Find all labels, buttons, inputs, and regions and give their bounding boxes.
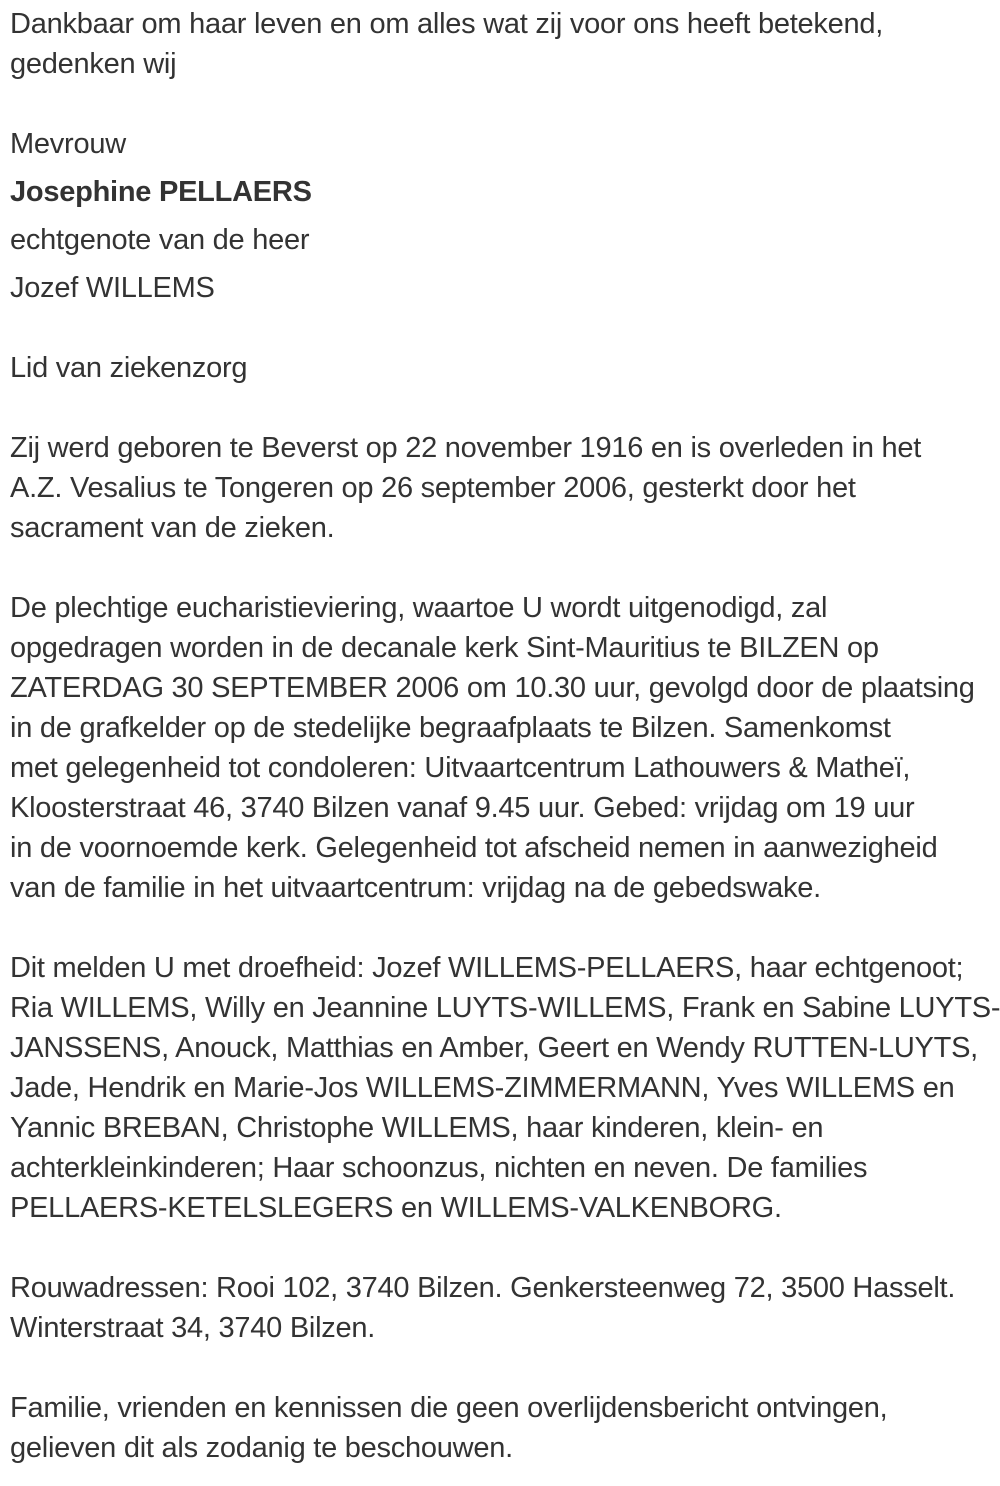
text-line: Yannic BREBAN, Christophe WILLEMS, haar kinderen, klein- en (10, 1112, 824, 1144)
text-line: Zij werd geboren te Beverst op 22 november 1916 en is overleden in het (10, 432, 922, 464)
intro-paragraph (10, 4, 1000, 84)
text-line: sacrament van de zieken. (10, 512, 335, 544)
text-line: De plechtige eucharistieviering, waartoe U wordt uitgenodigd, zal (10, 592, 828, 624)
deceased-name-block (10, 124, 1000, 308)
text-line: in de voornoemde kerk. Gelegenheid tot afscheid nemen in aanwezigheid (10, 832, 938, 864)
text-line: Dit melden U met droefheid: Jozef WILLEMS-PELLAERS, haar echtgenoot; (10, 952, 964, 984)
text-line: gelieven dit als zodanig te beschouwen. (10, 1432, 513, 1464)
text-line: Lid van ziekenzorg (10, 352, 248, 384)
spouse-name: Jozef WILLEMS (10, 272, 215, 304)
text-line: Kloosterstraat 46, 3740 Bilzen vanaf 9.45 uur. Gebed: vrijdag om 19 uur (10, 792, 915, 824)
birth-death-paragraph (10, 428, 1000, 548)
mourning-addresses-paragraph (10, 1268, 1000, 1348)
text-line: ZATERDAG 30 SEPTEMBER 2006 om 10.30 uur, gevolgd door de plaatsing (10, 672, 975, 704)
family-announcement-paragraph (10, 948, 1000, 1228)
text-line: gedenken wij (10, 48, 177, 80)
text-line: Rouwadressen: Rooi 102, 3740 Bilzen. Genkersteenweg 72, 3500 Hasselt. (10, 1272, 956, 1304)
text-line: A.Z. Vesalius te Tongeren op 26 september 2006, gesterkt door het (10, 472, 856, 504)
text-line: in de grafkelder op de stedelijke begraafplaats te Bilzen. Samenkomst (10, 712, 891, 744)
text-line: Ria WILLEMS, Willy en Jeannine LUYTS-WILLEMS, Frank en Sabine LUYTS- (10, 992, 1000, 1024)
text-line: Jade, Hendrik en Marie-Jos WILLEMS-ZIMMERMANN, Yves WILLEMS en (10, 1072, 955, 1104)
text-line: met gelegenheid tot condoleren: Uitvaartcentrum Lathouwers & Matheï, (10, 752, 911, 784)
text-line: Winterstraat 34, 3740 Bilzen. (10, 1312, 376, 1344)
text-line: opgedragen worden in de decanale kerk Sint-Mauritius te BILZEN op (10, 632, 879, 664)
relation-line: echtgenote van de heer (10, 224, 310, 256)
funeral-service-paragraph (10, 588, 1000, 908)
text-line: PELLAERS-KETELSLEGERS en WILLEMS-VALKENBORG. (10, 1192, 782, 1224)
text-line: Dankbaar om haar leven en om alles wat zij voor ons heeft betekend, (10, 8, 884, 40)
text-line: van de familie in het uitvaartcentrum: vrijdag na de gebedswake. (10, 872, 821, 904)
salutation: Mevrouw (10, 128, 126, 160)
deceased-name: Josephine PELLAERS (10, 176, 312, 208)
closing-paragraph (10, 1388, 1000, 1468)
membership-paragraph (10, 348, 1000, 388)
text-line: Familie, vrienden en kennissen die geen overlijdensbericht ontvingen, (10, 1392, 888, 1424)
text-line: JANSSENS, Anouck, Matthias en Amber, Geert en Wendy RUTTEN-LUYTS, (10, 1032, 978, 1064)
text-line: achterkleinkinderen; Haar schoonzus, nichten en neven. De families (10, 1152, 868, 1184)
